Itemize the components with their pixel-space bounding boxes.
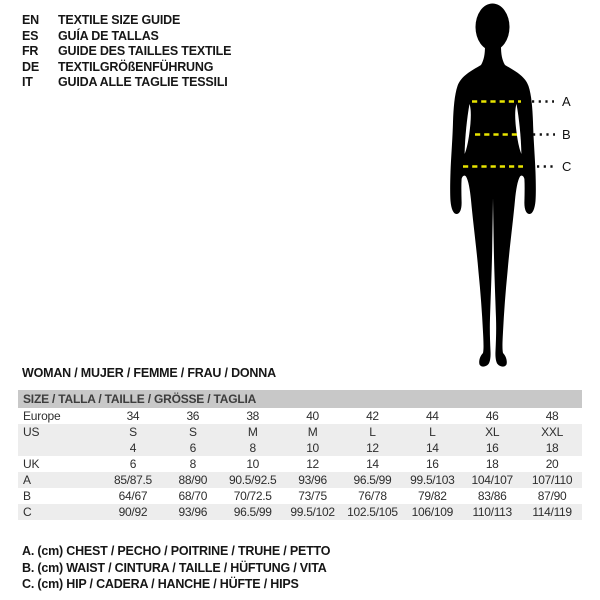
size-cell: 85/87.5 — [113, 473, 152, 487]
size-cell: 93/96 — [178, 505, 208, 519]
legend-chest: A. (cm) CHEST / PECHO / POITRINE / TRUHE / PETTO — [22, 544, 331, 558]
size-cell: 76/78 — [358, 489, 387, 503]
size-cell: 8 — [189, 457, 196, 471]
lang-row-en — [22, 13, 231, 29]
size-cell: 18 — [485, 457, 499, 471]
size-cell: M — [247, 425, 258, 439]
size-cell: 18 — [545, 441, 559, 455]
size-cell: 10 — [306, 441, 319, 455]
lang-text: TEXTILGRÖßENFÜHRUNG — [58, 59, 214, 74]
lang-code: EN — [22, 13, 39, 27]
size-cell: 102.5/105 — [347, 505, 398, 519]
lang-row-es — [22, 29, 231, 45]
silhouette-body — [450, 46, 536, 367]
lang-text: GUÍA DE TALLAS — [58, 28, 159, 43]
lang-text: TEXTILE SIZE GUIDE — [58, 13, 181, 27]
size-cell: 14 — [366, 457, 379, 471]
hip-label: C — [562, 159, 572, 174]
lang-row-it — [22, 75, 231, 91]
row-label: C — [23, 505, 32, 519]
language-guide — [22, 13, 231, 91]
size-cell: XXL — [541, 425, 563, 439]
row-label: UK — [23, 457, 40, 471]
size-cell: 16 — [425, 457, 439, 471]
size-cell: S — [188, 425, 197, 439]
size-cell: M — [307, 425, 318, 439]
size-cell: 96.5/99 — [233, 505, 272, 519]
size-cell: XL — [485, 425, 500, 439]
size-cell: 48 — [545, 409, 559, 423]
size-cell: 114/119 — [532, 505, 572, 519]
size-cell: L — [369, 425, 376, 439]
table-row-chest — [18, 472, 582, 488]
size-cell: 106/109 — [411, 505, 453, 519]
legend-hip: C. (cm) HIP / CADERA / HANCHE / HÜFTE / HIPS — [22, 577, 299, 592]
size-cell: 46 — [485, 409, 499, 423]
waist-label: B — [562, 127, 571, 142]
size-cell: 16 — [485, 441, 499, 455]
table-row-hip — [18, 504, 582, 520]
size-cell: 83/86 — [477, 489, 507, 503]
size-cell: 42 — [366, 409, 379, 423]
lang-code: DE — [22, 59, 39, 74]
size-table — [18, 390, 582, 520]
lang-row-de — [22, 60, 231, 76]
size-cell: 64/67 — [118, 489, 148, 503]
size-cell: 38 — [246, 409, 260, 423]
size-cell: 10 — [246, 457, 260, 471]
size-cell: 14 — [425, 441, 439, 455]
table-row-us-numeric — [18, 440, 582, 456]
size-cell: 88/90 — [178, 473, 208, 487]
size-cell: 79/82 — [418, 489, 447, 503]
table-row-europe — [18, 408, 582, 424]
lang-row-fr — [22, 44, 231, 60]
size-cell: 4 — [129, 441, 137, 455]
size-cell: 73/75 — [298, 489, 327, 503]
row-label: B — [23, 489, 31, 503]
silhouette-head — [476, 4, 510, 51]
size-cell: 87/90 — [537, 489, 567, 503]
row-label: Europe — [23, 409, 61, 423]
size-cell: 93/96 — [298, 473, 327, 487]
size-cell: 6 — [189, 441, 196, 455]
lang-code: IT — [22, 75, 33, 90]
size-cell: 12 — [366, 441, 379, 455]
lang-code: ES — [22, 28, 39, 43]
size-cell: 8 — [249, 441, 256, 455]
measurement-legend — [22, 543, 330, 593]
table-header: SIZE / TALLA / TAILLE / GRÖSSE / TAGLIA — [18, 390, 582, 408]
lang-text: GUIDA ALLE TAGLIE TESSILI — [58, 75, 228, 90]
size-cell: 44 — [425, 409, 439, 423]
lang-text: GUIDE DES TAILLES TEXTILE — [58, 44, 232, 59]
size-cell: 104/107 — [471, 473, 513, 487]
woman-silhouette-diagram — [440, 0, 600, 372]
size-cell: 20 — [545, 457, 559, 471]
size-cell: 107/110 — [531, 473, 573, 487]
chest-label: A — [562, 94, 571, 109]
size-cell: 90.5/92.5 — [229, 473, 277, 487]
row-label — [18, 440, 103, 456]
size-cell: S — [129, 425, 137, 439]
size-cell: 6 — [129, 457, 137, 471]
size-cell: 70/72.5 — [233, 489, 272, 503]
section-title: WOMAN / MUJER / FEMME / FRAU / DONNA — [22, 366, 276, 380]
table-row-uk — [18, 456, 582, 472]
size-cell: 34 — [126, 409, 140, 423]
size-cell: L — [429, 425, 436, 439]
size-cell: 40 — [306, 409, 319, 423]
lang-code: FR — [22, 44, 39, 59]
size-cell: 68/70 — [178, 489, 208, 503]
size-cell: 36 — [186, 409, 200, 423]
table-row-waist — [18, 488, 582, 504]
size-cell: 96.5/99 — [353, 473, 392, 487]
size-cell: 99.5/102 — [290, 505, 335, 519]
size-cell: 90/92 — [118, 505, 148, 519]
row-label: US — [23, 425, 40, 439]
size-cell: 99.5/103 — [410, 473, 455, 487]
size-cell: 110/113 — [472, 505, 512, 519]
size-cell: 12 — [306, 457, 319, 471]
row-label: A — [23, 473, 31, 487]
legend-waist: B. (cm) WAIST / CINTURA / TAILLE / HÜFTUNG / VITA — [22, 560, 327, 575]
table-row-us-letter — [18, 424, 582, 440]
